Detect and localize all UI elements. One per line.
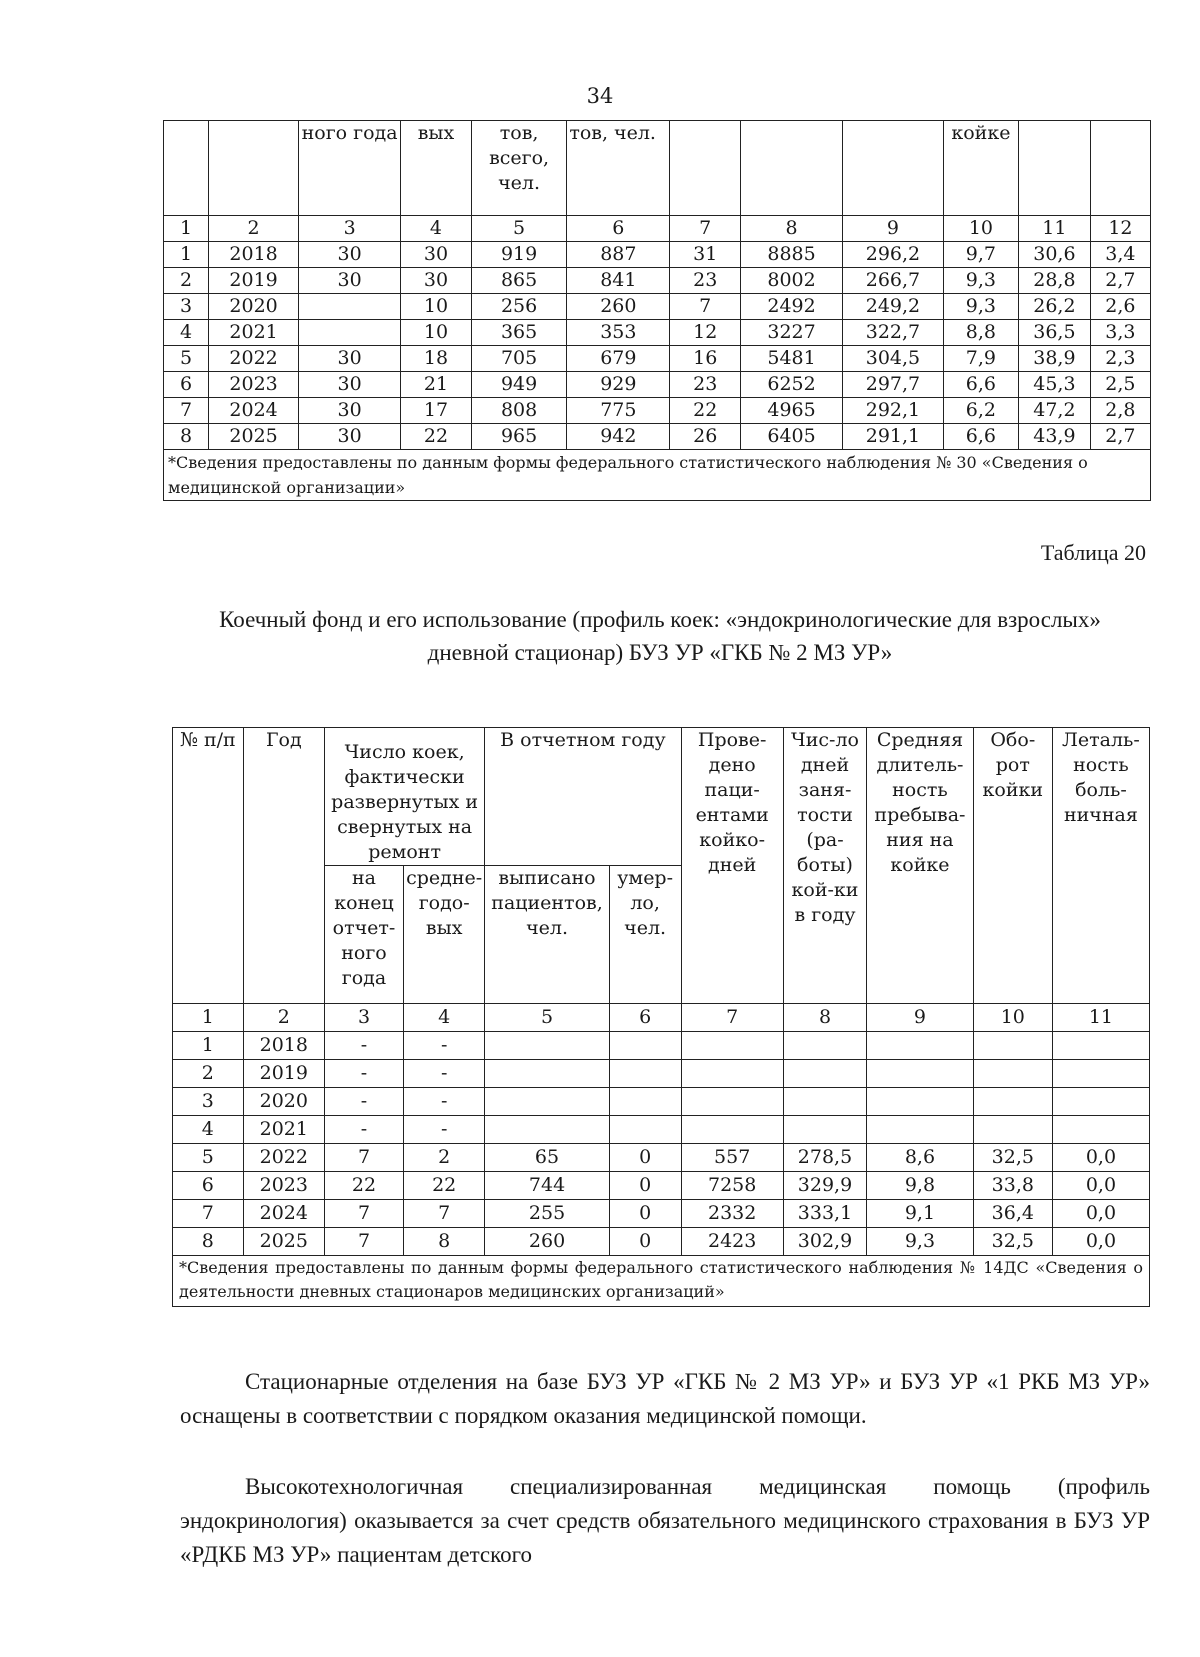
- table-cell: 2,5: [1090, 372, 1150, 398]
- table-cell: 7: [404, 1200, 485, 1228]
- header-cell: [843, 121, 944, 216]
- table-cell: 557: [681, 1144, 783, 1172]
- table-cell: [681, 1116, 783, 1144]
- table-row: [173, 1116, 1150, 1144]
- table-cell: 5: [173, 1144, 244, 1172]
- table-cell: 7258: [681, 1172, 783, 1200]
- table-cell: 22: [670, 398, 741, 424]
- table-cell: 744: [485, 1172, 609, 1200]
- table-cell: [867, 1116, 974, 1144]
- table-cell: 0,0: [1052, 1144, 1149, 1172]
- table-cell: 7: [164, 398, 209, 424]
- table-cell: [1052, 1116, 1149, 1144]
- header-beds-group: Число коек, фактически развернутых и свернутых на ремонт: [324, 728, 484, 866]
- table-cell: [783, 1060, 866, 1088]
- table-cell: [973, 1116, 1052, 1144]
- table-cell: 9,3: [943, 294, 1018, 320]
- table-cell: [681, 1060, 783, 1088]
- table-row: [173, 1032, 1150, 1060]
- table-cell: [299, 294, 401, 320]
- column-number: 12: [1090, 216, 1150, 242]
- column-number: 11: [1052, 1004, 1149, 1032]
- table-cell: 256: [471, 294, 566, 320]
- header-died: умер-ло, чел.: [609, 866, 681, 1004]
- table-cell: [867, 1060, 974, 1088]
- table-cell: 32,5: [973, 1144, 1052, 1172]
- table-cell: 292,1: [843, 398, 944, 424]
- table-cell: [485, 1088, 609, 1116]
- table-cell: [609, 1032, 681, 1060]
- table-cell: 30: [299, 424, 401, 450]
- table-cell: 2,7: [1090, 424, 1150, 450]
- table-row: [164, 398, 1151, 424]
- table-cell: 36,4: [973, 1200, 1052, 1228]
- bed-fund-table: [172, 727, 1150, 1307]
- header-avg-stay: Средняя длитель-ность пребыва-ния на койке: [867, 728, 974, 1004]
- table-cell: 2025: [209, 424, 299, 450]
- table-cell: 10: [401, 320, 472, 346]
- top-table-body: [164, 242, 1151, 450]
- table-cell: 2: [173, 1060, 244, 1088]
- table-cell: 949: [471, 372, 566, 398]
- table-cell: 30: [401, 242, 472, 268]
- header-cell: тов, всего, чел.: [471, 121, 566, 216]
- table-cell: 45,3: [1018, 372, 1090, 398]
- table-note: *Сведения предоставлены по данным формы федерального статистического наблюдения № 30 «Сведения о медицинской организации»: [164, 450, 1151, 501]
- header-discharged: выписано пациентов, чел.: [485, 866, 609, 1004]
- column-number-row: [173, 1004, 1150, 1032]
- column-number: 10: [973, 1004, 1052, 1032]
- table-cell: 2423: [681, 1228, 783, 1256]
- table-cell: 5: [164, 346, 209, 372]
- table-row: [164, 372, 1151, 398]
- table-cell: 33,8: [973, 1172, 1052, 1200]
- table-cell: 7: [324, 1228, 403, 1256]
- table-cell: 2023: [209, 372, 299, 398]
- table-cell: 0: [609, 1228, 681, 1256]
- table-cell: 8: [164, 424, 209, 450]
- table-cell: 23: [670, 268, 741, 294]
- table-cell: [783, 1032, 866, 1060]
- table-cell: 919: [471, 242, 566, 268]
- table-cell: 3227: [741, 320, 843, 346]
- table-cell: [681, 1032, 783, 1060]
- table-row: [164, 346, 1151, 372]
- table-cell: 12: [670, 320, 741, 346]
- table-cell: 2492: [741, 294, 843, 320]
- column-number: 11: [1018, 216, 1090, 242]
- table-cell: 266,7: [843, 268, 944, 294]
- column-number: 8: [783, 1004, 866, 1032]
- table-cell: [1052, 1088, 1149, 1116]
- table-cell: 26,2: [1018, 294, 1090, 320]
- column-number: 9: [867, 1004, 974, 1032]
- column-number: 4: [401, 216, 472, 242]
- table-row: [164, 320, 1151, 346]
- table-cell: 6405: [741, 424, 843, 450]
- table-cell: 30: [401, 268, 472, 294]
- table-cell: 4: [164, 320, 209, 346]
- header-cell: [741, 121, 843, 216]
- table-cell: 8: [404, 1228, 485, 1256]
- table-cell: -: [404, 1060, 485, 1088]
- table-cell: 1: [173, 1032, 244, 1060]
- column-number: 9: [843, 216, 944, 242]
- table-cell: [485, 1060, 609, 1088]
- table-cell: 30: [299, 372, 401, 398]
- table-cell: 7: [670, 294, 741, 320]
- table-cell: -: [404, 1116, 485, 1144]
- table-cell: 2022: [243, 1144, 324, 1172]
- header-bed-days: Прове-дено паци-ентами койко-дней: [681, 728, 783, 1004]
- table-cell: 353: [567, 320, 670, 346]
- bottom-table-body: [173, 1032, 1150, 1256]
- table-cell: 22: [401, 424, 472, 450]
- table-cell: 30,6: [1018, 242, 1090, 268]
- table-cell: [485, 1032, 609, 1060]
- column-number: 7: [670, 216, 741, 242]
- table-cell: 2025: [243, 1228, 324, 1256]
- table-cell: 942: [567, 424, 670, 450]
- table-cell: [485, 1116, 609, 1144]
- table-cell: 929: [567, 372, 670, 398]
- table-cell: [783, 1088, 866, 1116]
- table-cell: 6: [164, 372, 209, 398]
- table-cell: 255: [485, 1200, 609, 1228]
- header-cell: койке: [943, 121, 1018, 216]
- column-number: 2: [243, 1004, 324, 1032]
- column-number: 3: [324, 1004, 403, 1032]
- note-row: [173, 1256, 1150, 1307]
- table-row: [173, 1228, 1150, 1256]
- column-number: 3: [299, 216, 401, 242]
- table-cell: 9,1: [867, 1200, 974, 1228]
- header-beds-end: на конец отчет-ного года: [324, 866, 403, 1004]
- table-cell: [681, 1088, 783, 1116]
- table-cell: 2021: [243, 1116, 324, 1144]
- header-cell: [670, 121, 741, 216]
- table-cell: [973, 1060, 1052, 1088]
- column-number: 5: [471, 216, 566, 242]
- table-cell: 65: [485, 1144, 609, 1172]
- header-turnover: Обо-рот койки: [973, 728, 1052, 1004]
- table-cell: 32,5: [973, 1228, 1052, 1256]
- header-cell: [1090, 121, 1150, 216]
- table-cell: 6,2: [943, 398, 1018, 424]
- table-cell: 841: [567, 268, 670, 294]
- table-cell: 3: [164, 294, 209, 320]
- header-occupancy: Чис-ло дней заня-тости (ра-боты) кой-ки в году: [783, 728, 866, 1004]
- column-number: 7: [681, 1004, 783, 1032]
- table-cell: [867, 1088, 974, 1116]
- table-cell: 0,0: [1052, 1228, 1149, 1256]
- table-cell: 2022: [209, 346, 299, 372]
- table-row: [164, 268, 1151, 294]
- table-cell: 22: [324, 1172, 403, 1200]
- table-cell: 333,1: [783, 1200, 866, 1228]
- table-cell: 47,2: [1018, 398, 1090, 424]
- table-cell: 322,7: [843, 320, 944, 346]
- table-cell: 260: [567, 294, 670, 320]
- table-cell: 7: [173, 1200, 244, 1228]
- table-cell: 296,2: [843, 242, 944, 268]
- column-number: 2: [209, 216, 299, 242]
- table-cell: 30: [299, 268, 401, 294]
- table-cell: 7: [324, 1200, 403, 1228]
- column-number: 5: [485, 1004, 609, 1032]
- table-cell: 2019: [209, 268, 299, 294]
- header-cell: ного года: [299, 121, 401, 216]
- table-cell: 8885: [741, 242, 843, 268]
- table-cell: [1052, 1032, 1149, 1060]
- table-cell: 329,9: [783, 1172, 866, 1200]
- table-row: [164, 424, 1151, 450]
- table-cell: 9,8: [867, 1172, 974, 1200]
- header-report-group: В отчетном году: [485, 728, 681, 866]
- table-cell: 43,9: [1018, 424, 1090, 450]
- column-number: 10: [943, 216, 1018, 242]
- table-cell: 6,6: [943, 424, 1018, 450]
- table-cell: 2,7: [1090, 268, 1150, 294]
- header-cell: [1018, 121, 1090, 216]
- table-cell: [609, 1060, 681, 1088]
- table-cell: 297,7: [843, 372, 944, 398]
- table-cell: 1: [164, 242, 209, 268]
- table-cell: 36,5: [1018, 320, 1090, 346]
- table-cell: 26: [670, 424, 741, 450]
- table-cell: 17: [401, 398, 472, 424]
- table-cell: 2,6: [1090, 294, 1150, 320]
- table-label: Таблица 20: [1040, 540, 1146, 565]
- table-cell: 6,6: [943, 372, 1018, 398]
- table-cell: -: [324, 1032, 403, 1060]
- table-cell: [1052, 1060, 1149, 1088]
- table-cell: 5481: [741, 346, 843, 372]
- table-row: [173, 1200, 1150, 1228]
- table-cell: 0: [609, 1200, 681, 1228]
- column-number: 8: [741, 216, 843, 242]
- table-cell: 10: [401, 294, 472, 320]
- table-cell: -: [324, 1088, 403, 1116]
- table-cell: 887: [567, 242, 670, 268]
- table-cell: [299, 320, 401, 346]
- table-row: [164, 294, 1151, 320]
- table-cell: 8002: [741, 268, 843, 294]
- table-title: Коечный фонд и его использование (профиль коек: «эндокринологические для взрослых» дневной стационар) БУЗ УР «ГКБ № 2 МЗ УР»: [219, 607, 1101, 665]
- header-beds-avg: средне-годо-вых: [404, 866, 485, 1004]
- table-cell: [609, 1116, 681, 1144]
- column-number: 6: [609, 1004, 681, 1032]
- table-cell: 3,3: [1090, 320, 1150, 346]
- table-cell: 808: [471, 398, 566, 424]
- table-cell: 0: [609, 1144, 681, 1172]
- note-row: [164, 450, 1151, 501]
- continuation-table: [163, 120, 1151, 501]
- table-cell: 3,4: [1090, 242, 1150, 268]
- table-cell: 4: [173, 1116, 244, 1144]
- table-note: *Сведения предоставлены по данным формы федерального статистического наблюдения № 14ДС «Сведения о деятельности дневных стационаров медицинских организаций»: [173, 1256, 1150, 1307]
- table-row: [173, 1088, 1150, 1116]
- table-cell: [609, 1088, 681, 1116]
- table-cell: -: [404, 1032, 485, 1060]
- table-cell: 2: [164, 268, 209, 294]
- table-cell: 0: [609, 1172, 681, 1200]
- table-cell: 21: [401, 372, 472, 398]
- table-cell: [973, 1088, 1052, 1116]
- table-cell: -: [324, 1060, 403, 1088]
- header-cell: [209, 121, 299, 216]
- table-row: [173, 1144, 1150, 1172]
- table-cell: [783, 1116, 866, 1144]
- table-cell: 679: [567, 346, 670, 372]
- table-cell: 304,5: [843, 346, 944, 372]
- body-paragraph: Стационарные отделения на базе БУЗ УР «ГКБ № 2 МЗ УР» и БУЗ УР «1 РКБ МЗ УР» оснащены в соответствии с порядком оказания медицинской помощи.: [180, 1369, 1150, 1428]
- table-cell: 2020: [243, 1088, 324, 1116]
- table-cell: 249,2: [843, 294, 944, 320]
- header-num: № п/п: [173, 728, 244, 1004]
- table-cell: 965: [471, 424, 566, 450]
- table-cell: 365: [471, 320, 566, 346]
- table-cell: 18: [401, 346, 472, 372]
- table-cell: 260: [485, 1228, 609, 1256]
- header-row: [173, 728, 1150, 866]
- table-cell: 38,9: [1018, 346, 1090, 372]
- column-number: 6: [567, 216, 670, 242]
- column-number: 4: [404, 1004, 485, 1032]
- table-cell: 2,8: [1090, 398, 1150, 424]
- column-number: 1: [164, 216, 209, 242]
- table-cell: -: [404, 1088, 485, 1116]
- table-cell: 291,1: [843, 424, 944, 450]
- table-cell: 8: [173, 1228, 244, 1256]
- table-cell: 9,3: [867, 1228, 974, 1256]
- header-row: [164, 121, 1151, 216]
- table-cell: 2020: [209, 294, 299, 320]
- column-number-row: [164, 216, 1151, 242]
- table-row: [173, 1060, 1150, 1088]
- column-number: 1: [173, 1004, 244, 1032]
- table-cell: 2023: [243, 1172, 324, 1200]
- table-cell: 2018: [209, 242, 299, 268]
- table-cell: -: [324, 1116, 403, 1144]
- header-mortality: Леталь-ность боль-ничная: [1052, 728, 1149, 1004]
- table-cell: 31: [670, 242, 741, 268]
- table-cell: 2024: [209, 398, 299, 424]
- table-cell: 865: [471, 268, 566, 294]
- table-cell: [867, 1032, 974, 1060]
- header-cell: [164, 121, 209, 216]
- table-cell: 7,9: [943, 346, 1018, 372]
- table-cell: 9,3: [943, 268, 1018, 294]
- table-cell: 3: [173, 1088, 244, 1116]
- table-cell: 2332: [681, 1200, 783, 1228]
- table-cell: 705: [471, 346, 566, 372]
- table-cell: 775: [567, 398, 670, 424]
- table-cell: 2021: [209, 320, 299, 346]
- table-cell: 30: [299, 242, 401, 268]
- table-cell: 30: [299, 398, 401, 424]
- header-cell: тов, чел.: [567, 121, 670, 216]
- table-cell: 2018: [243, 1032, 324, 1060]
- table-cell: [973, 1032, 1052, 1060]
- page-number: 34: [586, 84, 614, 108]
- table-cell: 6: [173, 1172, 244, 1200]
- table-cell: 23: [670, 372, 741, 398]
- table-cell: 2024: [243, 1200, 324, 1228]
- table-cell: 278,5: [783, 1144, 866, 1172]
- table-cell: 2,3: [1090, 346, 1150, 372]
- table-cell: 2019: [243, 1060, 324, 1088]
- table-cell: 16: [670, 346, 741, 372]
- body-paragraph: Высокотехнологичная специализированная медицинская помощь (профиль эндокринология) оказывается за счет средств обязательного медицинского страхования в БУЗ УР «РДКБ МЗ УР» пациентам детского: [180, 1474, 1150, 1567]
- table-cell: 4965: [741, 398, 843, 424]
- table-row: [164, 242, 1151, 268]
- table-cell: 6252: [741, 372, 843, 398]
- header-year: Год: [243, 728, 324, 1004]
- table-cell: 0,0: [1052, 1172, 1149, 1200]
- table-cell: 9,7: [943, 242, 1018, 268]
- header-cell: вых: [401, 121, 472, 216]
- table-cell: 8,6: [867, 1144, 974, 1172]
- table-cell: 0,0: [1052, 1200, 1149, 1228]
- table-cell: 7: [324, 1144, 403, 1172]
- table-cell: 22: [404, 1172, 485, 1200]
- table-row: [173, 1172, 1150, 1200]
- table-cell: 30: [299, 346, 401, 372]
- table-cell: 8,8: [943, 320, 1018, 346]
- table-cell: 28,8: [1018, 268, 1090, 294]
- table-cell: 302,9: [783, 1228, 866, 1256]
- table-cell: 2: [404, 1144, 485, 1172]
